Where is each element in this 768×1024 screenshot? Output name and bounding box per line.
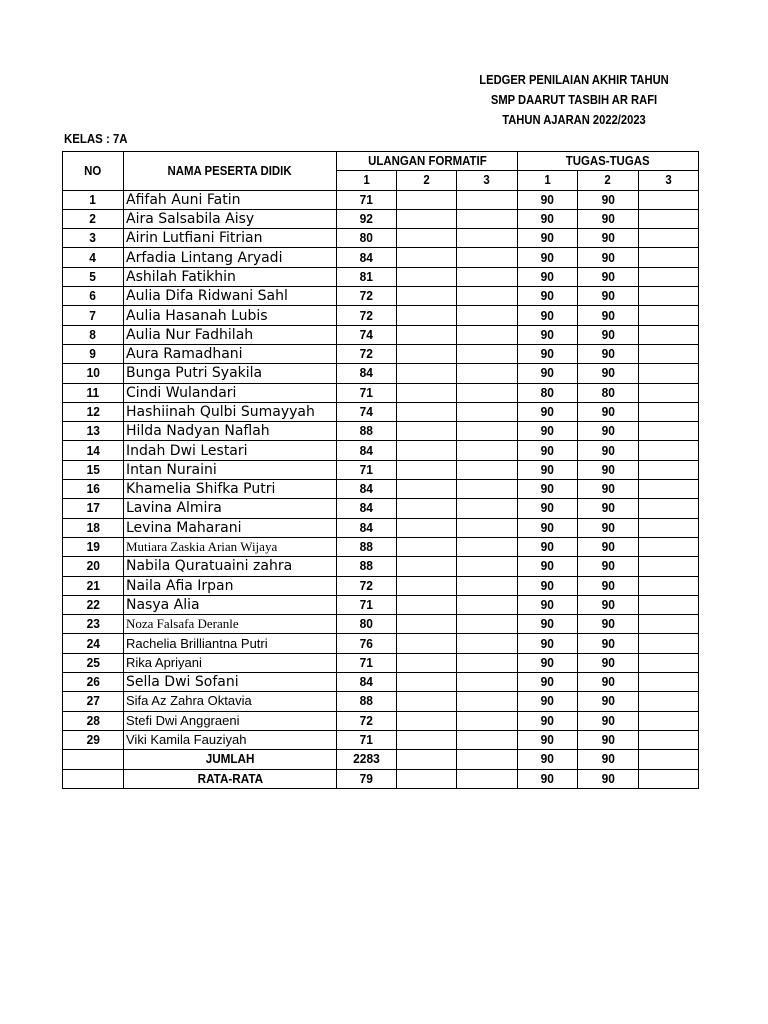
- student-name: Sifa Az Zahra Oktavia: [124, 692, 337, 711]
- formatif-3-score: [457, 422, 518, 441]
- student-name: Aura Ramadhani: [124, 344, 337, 363]
- student-name: Viki Kamila Fauziyah: [124, 730, 337, 749]
- empty-cell: [63, 769, 124, 788]
- formatif-1-score: 74: [337, 325, 397, 344]
- student-name: Hashiinah Qulbi Sumayyah: [124, 402, 337, 421]
- student-name: Nasya Alia: [124, 595, 337, 614]
- total-row: [63, 750, 699, 769]
- tugas-1-score: 90: [518, 190, 578, 209]
- table-row: [63, 634, 699, 653]
- class-label: KELAS : 7A: [64, 131, 128, 146]
- formatif-1-score: 72: [337, 306, 397, 325]
- tugas-2-score: 90: [578, 306, 639, 325]
- formatif-2-score: [397, 364, 457, 383]
- group-tugas-header: TUGAS-TUGAS: [518, 152, 699, 171]
- formatif-1-score: 92: [337, 209, 397, 228]
- formatif-1-score: 80: [337, 229, 397, 248]
- tugas-1-score: 90: [518, 344, 578, 363]
- tugas-1-score: 80: [518, 383, 578, 402]
- tugas-1-score: 90: [518, 460, 578, 479]
- tugas-1-score: 90: [518, 499, 578, 518]
- tugas-2-score: 90: [578, 576, 639, 595]
- average-formatif-1: 79: [337, 769, 397, 788]
- tugas-1-score: 90: [518, 653, 578, 672]
- formatif-2-score: [397, 595, 457, 614]
- tugas-3-score: [639, 267, 699, 286]
- formatif-3-score: [457, 460, 518, 479]
- tugas-1-score: 90: [518, 634, 578, 653]
- tugas-1-score: 90: [518, 692, 578, 711]
- tugas-3-score: [639, 441, 699, 460]
- table-row: [63, 711, 699, 730]
- total-formatif-1: 2283: [337, 750, 397, 769]
- tugas-1-score: 90: [518, 248, 578, 267]
- tugas-2-score: 90: [578, 190, 639, 209]
- tugas-1-score: 90: [518, 402, 578, 421]
- tugas-3-score: [639, 673, 699, 692]
- student-name: Intan Nuraini: [124, 460, 337, 479]
- formatif-1-score: 81: [337, 267, 397, 286]
- tugas-1-score: 90: [518, 480, 578, 499]
- student-name: Indah Dwi Lestari: [124, 441, 337, 460]
- student-name: Stefi Dwi Anggraeni: [124, 711, 337, 730]
- tugas-1-score: 90: [518, 422, 578, 441]
- row-number: 6: [63, 287, 124, 306]
- student-name: Cindi Wulandari: [124, 383, 337, 402]
- row-number: 16: [63, 480, 124, 499]
- student-name: Hilda Nadyan Naflah: [124, 422, 337, 441]
- tugas-2-score: 90: [578, 595, 639, 614]
- formatif-1-score: 72: [337, 576, 397, 595]
- student-name: Afifah Auni Fatin: [124, 190, 337, 209]
- empty-cell: [457, 769, 518, 788]
- table-row: [63, 229, 699, 248]
- table-row: [63, 422, 699, 441]
- tugas-2-score: 90: [578, 267, 639, 286]
- table-row: [63, 344, 699, 363]
- header-school: SMP DAARUT TASBIH AR RAFI: [490, 92, 658, 107]
- tugas-1-score: 90: [518, 711, 578, 730]
- formatif-1-score: 84: [337, 499, 397, 518]
- row-number: 13: [63, 422, 124, 441]
- tugas-3-score: [639, 364, 699, 383]
- table-row: [63, 499, 699, 518]
- table-row: [63, 364, 699, 383]
- tugas-1-score: 90: [518, 441, 578, 460]
- tugas-3-score: [639, 576, 699, 595]
- sub-header: 1: [337, 171, 397, 190]
- formatif-1-score: 88: [337, 537, 397, 556]
- tugas-2-score: 90: [578, 248, 639, 267]
- formatif-3-score: [457, 576, 518, 595]
- tugas-1-score: 90: [518, 325, 578, 344]
- table-row: [63, 287, 699, 306]
- tugas-2-score: 90: [578, 634, 639, 653]
- tugas-3-score: [639, 229, 699, 248]
- row-number: 22: [63, 595, 124, 614]
- sub-header: 1: [518, 171, 578, 190]
- table-row: [63, 325, 699, 344]
- student-name: Sella Dwi Sofani: [124, 673, 337, 692]
- formatif-2-score: [397, 267, 457, 286]
- average-tugas-2: 90: [578, 769, 639, 788]
- student-name: Levina Maharani: [124, 518, 337, 537]
- table-row: [63, 595, 699, 614]
- tugas-2-score: 90: [578, 499, 639, 518]
- tugas-2-score: 90: [578, 653, 639, 672]
- row-number: 7: [63, 306, 124, 325]
- tugas-2-score: 90: [578, 344, 639, 363]
- tugas-3-score: [639, 383, 699, 402]
- table-row: [63, 190, 699, 209]
- tugas-3-score: [639, 248, 699, 267]
- grade-ledger-table: [62, 151, 699, 789]
- tugas-3-score: [639, 499, 699, 518]
- table-row: [63, 480, 699, 499]
- sub-header: 3: [639, 171, 699, 190]
- tugas-2-score: 80: [578, 383, 639, 402]
- formatif-1-score: 84: [337, 248, 397, 267]
- row-number: 27: [63, 692, 124, 711]
- tugas-3-score: [639, 615, 699, 634]
- col-no-header: NO: [63, 152, 124, 191]
- row-number: 11: [63, 383, 124, 402]
- table-row: [63, 248, 699, 267]
- student-name: Airin Lutfiani Fitrian: [124, 229, 337, 248]
- row-number: 21: [63, 576, 124, 595]
- row-number: 19: [63, 537, 124, 556]
- student-name: Aulia Difa Ridwani Sahl: [124, 287, 337, 306]
- formatif-2-score: [397, 190, 457, 209]
- tugas-2-score: 90: [578, 441, 639, 460]
- table-row: [63, 692, 699, 711]
- formatif-2-score: [397, 576, 457, 595]
- row-number: 25: [63, 653, 124, 672]
- row-number: 12: [63, 402, 124, 421]
- row-number: 18: [63, 518, 124, 537]
- table-row: [63, 460, 699, 479]
- tugas-1-score: 90: [518, 306, 578, 325]
- table-body: [63, 190, 699, 750]
- formatif-2-score: [397, 480, 457, 499]
- tugas-2-score: 90: [578, 460, 639, 479]
- tugas-2-score: 90: [578, 325, 639, 344]
- tugas-3-score: [639, 325, 699, 344]
- tugas-2-score: 90: [578, 402, 639, 421]
- student-name: Mutiara Zaskia Arian Wijaya: [124, 537, 337, 556]
- tugas-2-score: 90: [578, 730, 639, 749]
- formatif-1-score: 71: [337, 595, 397, 614]
- row-number: 8: [63, 325, 124, 344]
- empty-cell: [457, 750, 518, 769]
- tugas-3-score: [639, 344, 699, 363]
- table-row: [63, 576, 699, 595]
- formatif-1-score: 71: [337, 190, 397, 209]
- tugas-2-score: 90: [578, 615, 639, 634]
- tugas-1-score: 90: [518, 615, 578, 634]
- formatif-1-score: 84: [337, 673, 397, 692]
- sub-header: 2: [397, 171, 457, 190]
- empty-cell: [397, 769, 457, 788]
- table-row: [63, 518, 699, 537]
- row-number: 10: [63, 364, 124, 383]
- header-year: TAHUN AJARAN 2022/2023: [502, 112, 646, 127]
- tugas-2-score: 90: [578, 711, 639, 730]
- empty-cell: [639, 750, 699, 769]
- formatif-2-score: [397, 325, 457, 344]
- tugas-2-score: 90: [578, 673, 639, 692]
- formatif-3-score: [457, 730, 518, 749]
- row-number: 29: [63, 730, 124, 749]
- formatif-2-score: [397, 441, 457, 460]
- sub-header: 3: [457, 171, 518, 190]
- formatif-1-score: 72: [337, 344, 397, 363]
- formatif-3-score: [457, 557, 518, 576]
- tugas-2-score: 90: [578, 537, 639, 556]
- table-row: [63, 209, 699, 228]
- tugas-1-score: 90: [518, 673, 578, 692]
- col-name-header: NAMA PESERTA DIDIK: [124, 152, 337, 191]
- tugas-1-score: 90: [518, 537, 578, 556]
- tugas-2-score: 90: [578, 229, 639, 248]
- table-row: [63, 267, 699, 286]
- formatif-2-score: [397, 402, 457, 421]
- formatif-3-score: [457, 441, 518, 460]
- formatif-2-score: [397, 692, 457, 711]
- formatif-2-score: [397, 730, 457, 749]
- student-name: Nabila Quratuaini zahra: [124, 557, 337, 576]
- formatif-3-score: [457, 480, 518, 499]
- table-row: [63, 673, 699, 692]
- formatif-1-score: 72: [337, 287, 397, 306]
- formatif-3-score: [457, 518, 518, 537]
- student-name: Aulia Hasanah Lubis: [124, 306, 337, 325]
- formatif-3-score: [457, 229, 518, 248]
- formatif-2-score: [397, 499, 457, 518]
- row-number: 5: [63, 267, 124, 286]
- tugas-3-score: [639, 287, 699, 306]
- table-row: [63, 537, 699, 556]
- formatif-3-score: [457, 325, 518, 344]
- total-label: JUMLAH: [124, 750, 337, 769]
- formatif-2-score: [397, 229, 457, 248]
- tugas-1-score: 90: [518, 287, 578, 306]
- empty-cell: [639, 769, 699, 788]
- formatif-1-score: 88: [337, 692, 397, 711]
- formatif-2-score: [397, 248, 457, 267]
- tugas-1-score: 90: [518, 364, 578, 383]
- formatif-2-score: [397, 344, 457, 363]
- formatif-1-score: 80: [337, 615, 397, 634]
- formatif-2-score: [397, 711, 457, 730]
- table-row: [63, 730, 699, 749]
- total-tugas-1: 90: [518, 750, 578, 769]
- formatif-3-score: [457, 364, 518, 383]
- tugas-3-score: [639, 634, 699, 653]
- tugas-1-score: 90: [518, 557, 578, 576]
- row-number: 15: [63, 460, 124, 479]
- formatif-1-score: 72: [337, 711, 397, 730]
- row-number: 17: [63, 499, 124, 518]
- formatif-3-score: [457, 287, 518, 306]
- table-row: [63, 557, 699, 576]
- row-number: 3: [63, 229, 124, 248]
- formatif-3-score: [457, 190, 518, 209]
- formatif-2-score: [397, 673, 457, 692]
- formatif-1-score: 76: [337, 634, 397, 653]
- formatif-2-score: [397, 209, 457, 228]
- tugas-3-score: [639, 402, 699, 421]
- tugas-1-score: 90: [518, 576, 578, 595]
- tugas-2-score: 90: [578, 480, 639, 499]
- formatif-3-score: [457, 267, 518, 286]
- row-number: 14: [63, 441, 124, 460]
- formatif-1-score: 71: [337, 460, 397, 479]
- tugas-3-score: [639, 557, 699, 576]
- formatif-3-score: [457, 634, 518, 653]
- student-name: Arfadia Lintang Aryadi: [124, 248, 337, 267]
- formatif-1-score: 71: [337, 383, 397, 402]
- tugas-3-score: [639, 711, 699, 730]
- tugas-2-score: 90: [578, 422, 639, 441]
- tugas-3-score: [639, 692, 699, 711]
- tugas-3-score: [639, 537, 699, 556]
- row-number: 23: [63, 615, 124, 634]
- tugas-3-score: [639, 306, 699, 325]
- formatif-2-score: [397, 634, 457, 653]
- document-header: [459, 70, 689, 130]
- tugas-3-score: [639, 653, 699, 672]
- formatif-3-score: [457, 248, 518, 267]
- tugas-3-score: [639, 209, 699, 228]
- formatif-1-score: 88: [337, 557, 397, 576]
- average-label: RATA-RATA: [124, 769, 337, 788]
- student-name: Rika Apriyani: [124, 653, 337, 672]
- tugas-1-score: 90: [518, 229, 578, 248]
- average-row: [63, 769, 699, 788]
- formatif-3-score: [457, 537, 518, 556]
- formatif-3-score: [457, 653, 518, 672]
- formatif-3-score: [457, 673, 518, 692]
- formatif-3-score: [457, 595, 518, 614]
- tugas-2-score: 90: [578, 518, 639, 537]
- table-row: [63, 441, 699, 460]
- row-number: 26: [63, 673, 124, 692]
- tugas-1-score: 90: [518, 730, 578, 749]
- student-name: Noza Falsafa Deranle: [124, 615, 337, 634]
- tugas-3-score: [639, 422, 699, 441]
- formatif-2-score: [397, 518, 457, 537]
- tugas-2-score: 90: [578, 287, 639, 306]
- student-name: Ashilah Fatikhin: [124, 267, 337, 286]
- formatif-3-score: [457, 692, 518, 711]
- formatif-3-score: [457, 344, 518, 363]
- tugas-2-score: 90: [578, 692, 639, 711]
- formatif-1-score: 74: [337, 402, 397, 421]
- formatif-2-score: [397, 306, 457, 325]
- formatif-2-score: [397, 615, 457, 634]
- tugas-3-score: [639, 730, 699, 749]
- student-name: Aira Salsabila Aisy: [124, 209, 337, 228]
- sub-header: 2: [578, 171, 639, 190]
- table-row: [63, 653, 699, 672]
- tugas-1-score: 90: [518, 267, 578, 286]
- group-formatif-header: ULANGAN FORMATIF: [337, 152, 518, 171]
- tugas-3-score: [639, 480, 699, 499]
- formatif-3-score: [457, 402, 518, 421]
- table-row: [63, 402, 699, 421]
- student-name: Rachelia Brilliantna Putri: [124, 634, 337, 653]
- total-tugas-2: 90: [578, 750, 639, 769]
- row-number: 2: [63, 209, 124, 228]
- tugas-3-score: [639, 190, 699, 209]
- row-number: 28: [63, 711, 124, 730]
- tugas-2-score: 90: [578, 364, 639, 383]
- tugas-3-score: [639, 460, 699, 479]
- row-number: 20: [63, 557, 124, 576]
- formatif-2-score: [397, 460, 457, 479]
- formatif-1-score: 84: [337, 480, 397, 499]
- average-tugas-1: 90: [518, 769, 578, 788]
- formatif-2-score: [397, 537, 457, 556]
- table-row: [63, 615, 699, 634]
- tugas-1-score: 90: [518, 518, 578, 537]
- formatif-3-score: [457, 383, 518, 402]
- table-row: [63, 306, 699, 325]
- row-number: 4: [63, 248, 124, 267]
- table-header-row: [63, 152, 699, 171]
- formatif-2-score: [397, 557, 457, 576]
- empty-cell: [397, 750, 457, 769]
- formatif-2-score: [397, 653, 457, 672]
- student-name: Aulia Nur Fadhilah: [124, 325, 337, 344]
- row-number: 1: [63, 190, 124, 209]
- tugas-1-score: 90: [518, 209, 578, 228]
- row-number: 24: [63, 634, 124, 653]
- student-name: Bunga Putri Syakila: [124, 364, 337, 383]
- formatif-1-score: 84: [337, 364, 397, 383]
- formatif-3-score: [457, 499, 518, 518]
- formatif-1-score: 88: [337, 422, 397, 441]
- formatif-3-score: [457, 306, 518, 325]
- empty-cell: [63, 750, 124, 769]
- formatif-1-score: 84: [337, 441, 397, 460]
- formatif-3-score: [457, 209, 518, 228]
- formatif-2-score: [397, 287, 457, 306]
- formatif-3-score: [457, 711, 518, 730]
- tugas-3-score: [639, 518, 699, 537]
- formatif-2-score: [397, 383, 457, 402]
- tugas-2-score: 90: [578, 209, 639, 228]
- row-number: 9: [63, 344, 124, 363]
- formatif-3-score: [457, 615, 518, 634]
- tugas-3-score: [639, 595, 699, 614]
- tugas-1-score: 90: [518, 595, 578, 614]
- formatif-2-score: [397, 422, 457, 441]
- student-name: Khamelia Shifka Putri: [124, 480, 337, 499]
- tugas-2-score: 90: [578, 557, 639, 576]
- formatif-1-score: 71: [337, 653, 397, 672]
- header-title: LEDGER PENILAIAN AKHIR TAHUN: [479, 72, 669, 87]
- formatif-1-score: 84: [337, 518, 397, 537]
- student-name: Lavina Almira: [124, 499, 337, 518]
- table-row: [63, 383, 699, 402]
- student-name: Naila Afia Irpan: [124, 576, 337, 595]
- formatif-1-score: 71: [337, 730, 397, 749]
